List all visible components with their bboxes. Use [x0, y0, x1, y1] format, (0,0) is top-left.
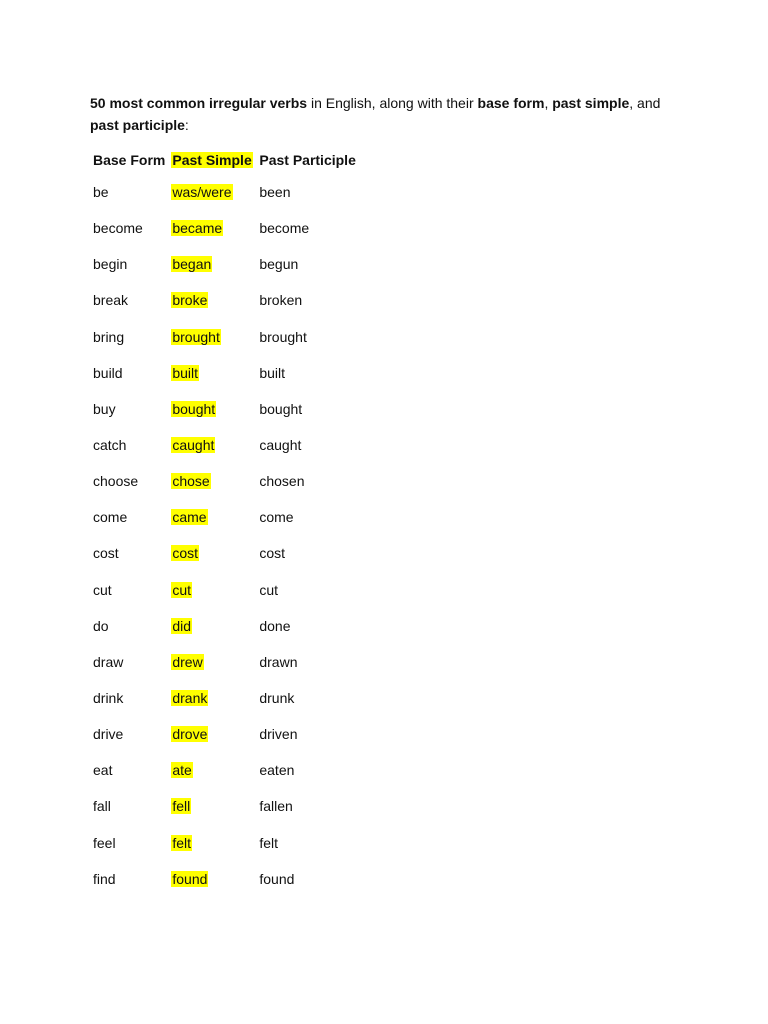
- table-row: [90, 282, 372, 318]
- past-participle-cell-text: come: [259, 509, 294, 526]
- past-participle-cell: [256, 716, 372, 752]
- past-simple-cell: [168, 608, 256, 644]
- past-simple-cell: [168, 210, 256, 246]
- header-base-form-label: Base Form: [93, 152, 166, 168]
- past-participle-cell-text: driven: [259, 726, 298, 743]
- base-form-cell: [90, 282, 168, 318]
- past-simple-cell: [168, 355, 256, 391]
- past-simple-cell: [168, 535, 256, 571]
- base-form-cell: [90, 355, 168, 391]
- intro-and: , and: [629, 95, 661, 111]
- past-participle-cell: [256, 246, 372, 282]
- past-simple-cell: [168, 716, 256, 752]
- past-simple-cell-text: chose: [172, 473, 210, 490]
- table-row: [90, 174, 372, 210]
- past-participle-cell-text: found: [259, 870, 295, 887]
- past-simple-cell: [168, 391, 256, 427]
- past-participle-cell: [256, 282, 372, 318]
- past-participle-cell: [256, 210, 372, 246]
- past-simple-cell: [168, 752, 256, 788]
- past-simple-cell: [168, 282, 256, 318]
- past-participle-cell-text: drunk: [259, 690, 295, 707]
- base-form-cell-text: eat: [93, 762, 113, 779]
- past-participle-cell: [256, 680, 372, 716]
- base-form-cell-text: break: [93, 292, 129, 309]
- table-row: [90, 499, 372, 535]
- base-form-cell-text: feel: [93, 834, 116, 851]
- base-form-cell: [90, 319, 168, 355]
- past-simple-cell-text: cut: [172, 581, 192, 598]
- base-form-cell-text: fall: [93, 798, 111, 815]
- table-row: [90, 427, 372, 463]
- past-participle-cell-text: cost: [259, 545, 286, 562]
- past-participle-cell-text: fallen: [259, 798, 293, 815]
- base-form-cell: [90, 174, 168, 210]
- past-simple-cell-text: drove: [172, 726, 208, 743]
- past-participle-cell-text: been: [259, 184, 291, 201]
- table-row: [90, 210, 372, 246]
- past-participle-cell: [256, 644, 372, 680]
- past-participle-cell: [256, 355, 372, 391]
- header-past-participle: [256, 146, 372, 174]
- intro-bold-title: 50 most common irregular verbs: [90, 95, 308, 111]
- past-participle-cell-text: begun: [259, 256, 299, 273]
- table-row: [90, 716, 372, 752]
- base-form-cell-text: begin: [93, 256, 128, 273]
- base-form-cell-text: drink: [93, 690, 124, 707]
- irregular-verbs-table: [90, 146, 372, 897]
- past-simple-cell-text: came: [172, 509, 207, 526]
- table-row: [90, 355, 372, 391]
- base-form-cell-text: become: [93, 220, 143, 237]
- base-form-cell: [90, 572, 168, 608]
- past-simple-cell: [168, 463, 256, 499]
- past-participle-cell-text: eaten: [259, 762, 295, 779]
- past-simple-cell: [168, 319, 256, 355]
- table-row: [90, 608, 372, 644]
- past-simple-cell-text: broke: [172, 292, 208, 309]
- past-simple-cell: [168, 572, 256, 608]
- past-participle-cell-text: drawn: [259, 653, 298, 670]
- past-simple-cell-text: found: [172, 870, 208, 887]
- past-participle-cell: [256, 391, 372, 427]
- intro-colon: :: [184, 117, 189, 133]
- past-simple-cell-text: caught: [172, 437, 215, 454]
- past-participle-cell-text: felt: [259, 834, 279, 851]
- table-row: [90, 788, 372, 824]
- header-past-participle-label: Past Participle: [259, 152, 356, 168]
- past-simple-cell-text: began: [172, 256, 212, 273]
- table-row: [90, 246, 372, 282]
- past-simple-cell-text: became: [172, 220, 223, 237]
- past-participle-cell: [256, 608, 372, 644]
- past-participle-cell-text: become: [259, 220, 310, 237]
- header-past-simple-label: Past Simple: [172, 152, 252, 168]
- base-form-cell-text: cost: [93, 545, 119, 562]
- table-row: [90, 463, 372, 499]
- past-participle-cell-text: done: [259, 617, 291, 634]
- past-participle-cell-text: built: [259, 364, 286, 381]
- past-simple-cell-text: did: [172, 617, 192, 634]
- past-simple-cell: [168, 427, 256, 463]
- base-form-cell: [90, 427, 168, 463]
- past-simple-cell-text: fell: [172, 798, 191, 815]
- base-form-cell-text: choose: [93, 473, 139, 490]
- base-form-cell-text: build: [93, 364, 123, 381]
- table-row: [90, 861, 372, 897]
- past-participle-cell-text: caught: [259, 437, 302, 454]
- base-form-cell: [90, 499, 168, 535]
- base-form-cell: [90, 608, 168, 644]
- base-form-cell-text: find: [93, 870, 116, 887]
- table-row: [90, 644, 372, 680]
- table-header-row: [90, 146, 372, 174]
- intro-paragraph: [90, 92, 690, 136]
- base-form-cell: [90, 644, 168, 680]
- past-simple-cell-text: was/were: [172, 184, 232, 201]
- past-participle-cell: [256, 752, 372, 788]
- table-row: [90, 391, 372, 427]
- base-form-cell: [90, 391, 168, 427]
- past-simple-cell: [168, 861, 256, 897]
- base-form-cell-text: draw: [93, 653, 124, 670]
- past-participle-cell-text: bought: [259, 400, 303, 417]
- past-simple-cell-text: brought: [172, 328, 220, 345]
- base-form-cell-text: come: [93, 509, 128, 526]
- past-simple-cell: [168, 680, 256, 716]
- intro-bold-past-simple: past simple: [552, 95, 630, 111]
- base-form-cell-text: catch: [93, 437, 127, 454]
- base-form-cell: [90, 463, 168, 499]
- intro-text: in English, along with their: [307, 95, 478, 111]
- intro-bold-past-participle: past participle: [90, 117, 185, 133]
- base-form-cell-text: buy: [93, 400, 116, 417]
- table-row: [90, 752, 372, 788]
- table-row: [90, 825, 372, 861]
- past-participle-cell-text: broken: [259, 292, 303, 309]
- past-participle-cell: [256, 861, 372, 897]
- base-form-cell: [90, 210, 168, 246]
- base-form-cell-text: do: [93, 617, 109, 634]
- base-form-cell: [90, 680, 168, 716]
- base-form-cell-text: be: [93, 184, 109, 201]
- base-form-cell: [90, 716, 168, 752]
- past-simple-cell-text: cost: [172, 545, 199, 562]
- base-form-cell: [90, 246, 168, 282]
- table-row: [90, 680, 372, 716]
- past-participle-cell: [256, 535, 372, 571]
- intro-comma: ,: [544, 95, 553, 111]
- past-participle-cell-text: cut: [259, 581, 279, 598]
- past-simple-cell: [168, 246, 256, 282]
- past-participle-cell: [256, 499, 372, 535]
- past-simple-cell-text: felt: [172, 834, 192, 851]
- past-simple-cell-text: ate: [172, 762, 192, 779]
- past-participle-cell: [256, 572, 372, 608]
- header-base-form: [90, 146, 168, 174]
- past-simple-cell-text: drank: [172, 690, 208, 707]
- base-form-cell: [90, 752, 168, 788]
- past-simple-cell: [168, 499, 256, 535]
- base-form-cell: [90, 788, 168, 824]
- past-participle-cell: [256, 319, 372, 355]
- past-simple-cell-text: drew: [172, 653, 203, 670]
- intro-bold-base-form: base form: [477, 95, 545, 111]
- base-form-cell: [90, 825, 168, 861]
- past-simple-cell: [168, 174, 256, 210]
- base-form-cell: [90, 861, 168, 897]
- past-participle-cell-text: chosen: [259, 473, 305, 490]
- past-participle-cell: [256, 427, 372, 463]
- past-simple-cell: [168, 788, 256, 824]
- base-form-cell-text: cut: [93, 581, 112, 598]
- table-row: [90, 319, 372, 355]
- past-participle-cell: [256, 788, 372, 824]
- past-participle-cell: [256, 463, 372, 499]
- base-form-cell: [90, 535, 168, 571]
- past-simple-cell: [168, 644, 256, 680]
- header-past-simple: [168, 146, 256, 174]
- base-form-cell-text: bring: [93, 328, 125, 345]
- past-participle-cell: [256, 825, 372, 861]
- past-simple-cell: [168, 825, 256, 861]
- table-body: [90, 174, 372, 897]
- table-row: [90, 572, 372, 608]
- base-form-cell-text: drive: [93, 726, 124, 743]
- past-simple-cell-text: bought: [172, 400, 216, 417]
- past-participle-cell-text: brought: [259, 328, 307, 345]
- past-simple-cell-text: built: [172, 364, 199, 381]
- past-participle-cell: [256, 174, 372, 210]
- table-row: [90, 535, 372, 571]
